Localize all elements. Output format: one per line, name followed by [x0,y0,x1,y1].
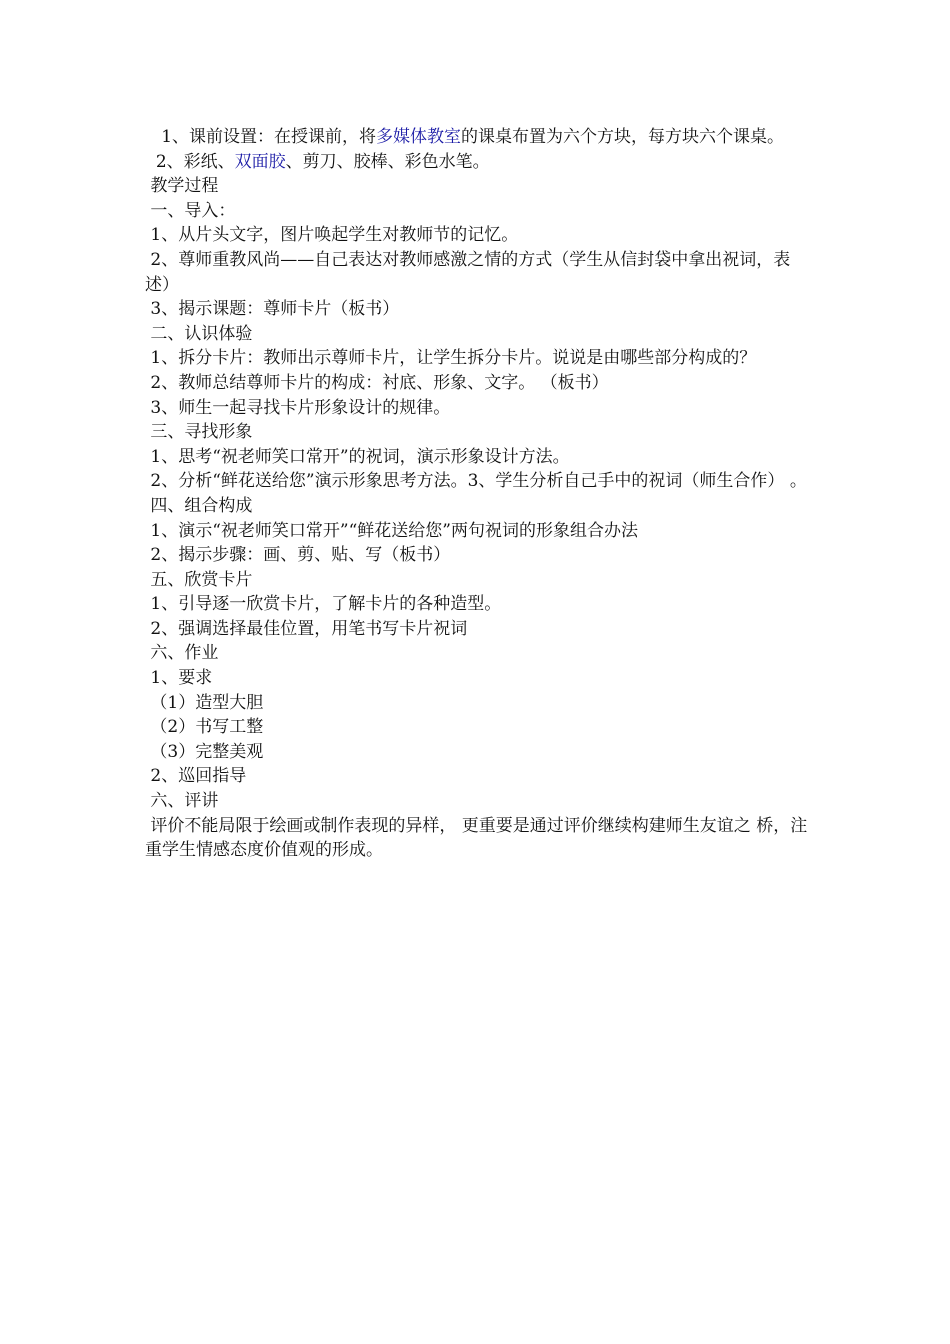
text-line [145,789,810,814]
text-segment: 3、师生一起寻找卡片形象设计的规律。 [145,397,451,418]
text-segment: 1、从片头文字，图片唤起学生对教师节的记忆。 [145,225,519,246]
lesson-plan-body [145,125,810,863]
text-segment: 三、寻找形象 [145,422,253,443]
text-line [145,494,810,519]
text-segment: 2、彩纸、 [145,151,235,172]
text-line [145,592,810,617]
text-line [145,346,810,371]
text-segment: 二、认识体验 [145,323,253,344]
text-segment: 2、揭示步骤：画、剪、贴、写（板书） [145,545,451,566]
text-line [145,322,810,347]
text-segment: 1、要求 [145,668,213,689]
text-line [145,371,810,396]
text-line [145,125,810,150]
text-line [145,568,810,593]
text-line [145,543,810,568]
text-segment: 2、巡回指导 [145,766,247,787]
text-link[interactable]: 双面胶 [234,151,286,172]
text-segment: 评价不能局限于绘画或制作表现的异样， 更重要是通过评价继续构建师生友谊之 桥，注重学生情感态度价值观的形成。 [145,815,808,861]
text-line [145,764,810,789]
text-link[interactable]: 多媒体教室 [376,127,462,147]
text-segment: 教学过程 [145,176,219,197]
text-segment: 2、尊师重教风尚——自己表达对教师感激之情的方式（学生从信封袋中拿出祝词，表述） [145,249,791,295]
text-line [145,740,810,765]
text-line [145,223,810,248]
text-segment: 六、评讲 [145,791,219,812]
text-line [145,666,810,691]
text-segment: 1、拆分卡片：教师出示尊师卡片，让学生拆分卡片。说说是由哪些部分构成的？ [145,348,757,369]
text-segment: （2）书写工整 [145,717,264,738]
text-line [145,469,810,494]
text-line [145,641,810,666]
text-line [145,691,810,716]
text-line [145,445,810,470]
text-line [145,715,810,740]
text-segment: 1、思考“祝老师笑口常开”的祝词，演示形象设计方法。 [145,446,570,467]
text-segment: 2、分析“鲜花送给您”演示形象思考方法。3、学生分析自己手中的祝词（师生合作） 。 [145,471,807,492]
text-line [145,248,810,297]
text-segment: （3）完整美观 [145,741,264,762]
text-segment: 四、组合构成 [145,495,253,516]
text-segment: 的课桌布置为六个方块，每方块六个课桌。 [461,127,785,147]
text-segment: 一、导入： [145,200,236,221]
text-line [145,814,810,863]
text-segment: 3、揭示课题：尊师卡片（板书） [145,299,400,320]
text-line [145,420,810,445]
text-segment: 五、欣赏卡片 [145,569,253,590]
text-segment: 1、演示“祝老师笑口常开”“鲜花送给您”两句祝词的形象组合办法 [145,520,638,541]
text-line [145,150,810,175]
text-segment: 、剪刀、胶棒、彩色水笔。 [285,151,490,172]
text-segment: 2、教师总结尊师卡片的构成：衬底、形象、文字。 （板书） [145,372,609,393]
text-line [145,297,810,322]
text-segment: 1、课前设置：在授课前，将 [145,127,377,147]
text-segment: （1）造型大胆 [145,692,264,713]
text-line [145,617,810,642]
text-line [145,396,810,421]
text-segment: 六、作业 [145,643,219,664]
text-segment: 1、引导逐一欣赏卡片，了解卡片的各种造型。 [145,594,502,615]
text-line [145,199,810,224]
text-segment: 2、强调选择最佳位置，用笔书写卡片祝词 [145,618,468,639]
text-line [145,519,810,544]
text-line [145,174,810,199]
